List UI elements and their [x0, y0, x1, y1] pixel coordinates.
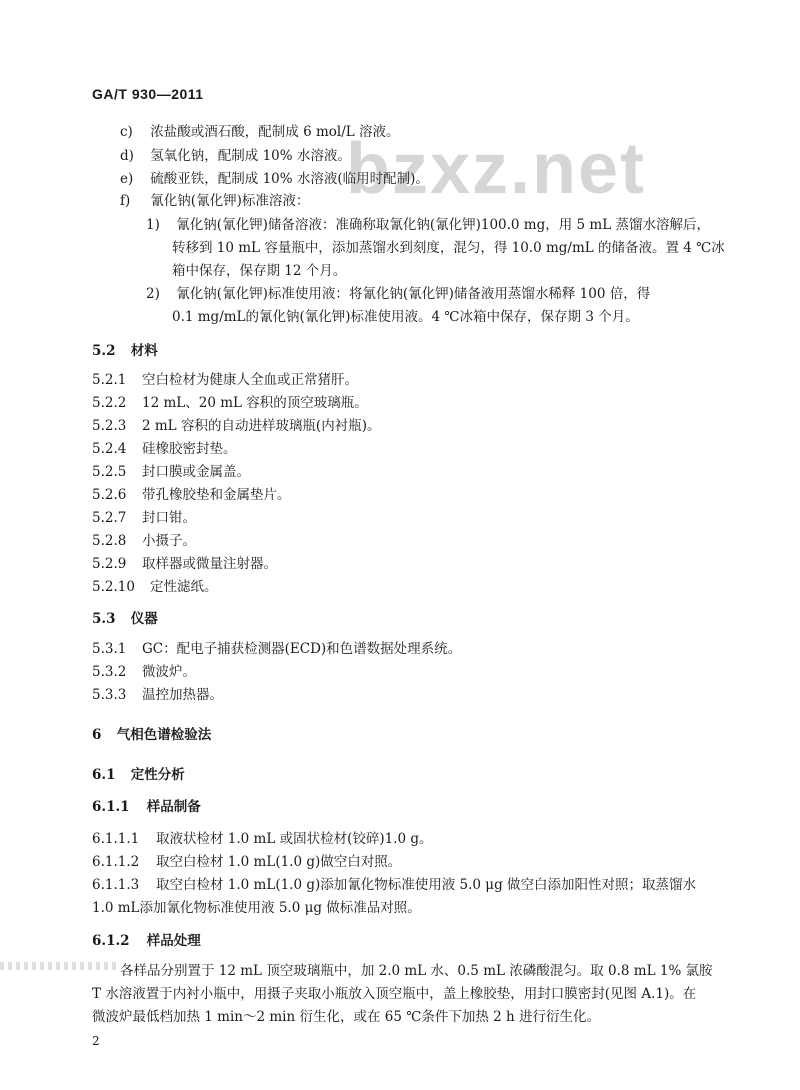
list-item — [92, 394, 368, 412]
item-text: 温控加热器。 — [142, 687, 223, 703]
item-number: 6.1.1.2 — [92, 854, 140, 870]
chapter-number: 6 — [92, 727, 102, 743]
item-number: 6.1.1.3 — [92, 877, 140, 893]
item-text: 定性滤纸。 — [150, 579, 218, 595]
item-text: 封口膜或金属盖。 — [142, 464, 250, 480]
item-number: 5.2.2 — [92, 395, 127, 411]
sub-item-label: 2) — [146, 286, 160, 302]
item-number: 5.2.10 — [92, 579, 135, 595]
reagent-text: 氰化钠(氰化钾)标准溶液： — [150, 193, 310, 209]
stock-solution-item — [146, 216, 710, 234]
section-title: 仪器 — [130, 611, 158, 627]
working-solution-line-2: 0.1 mg/mL的氰化钠(氰化钾)标准使用液。4 ℃冰箱中保存，保存期 3 个月。 — [172, 309, 639, 325]
item-text: 12 mL、20 mL 容积的顶空玻璃瓶。 — [142, 395, 368, 411]
page-number: 2 — [92, 1034, 100, 1048]
section-number: 6.1.1 — [92, 799, 130, 815]
item-number: 5.2.8 — [92, 533, 127, 549]
section-title: 定性分析 — [130, 767, 185, 783]
list-item — [92, 371, 358, 389]
reagent-label: c) — [120, 124, 133, 140]
working-solution-item — [146, 285, 650, 303]
reagent-item-d — [120, 147, 351, 165]
reagent-text: 浓盐酸或酒石酸，配制成 6 mol/L 溶液。 — [150, 124, 400, 140]
list-item — [92, 640, 461, 658]
section-heading-sample-treatment — [92, 932, 201, 950]
section-title: 材料 — [130, 343, 158, 359]
section-heading-instruments — [92, 610, 158, 628]
sub-item-label: 1) — [146, 217, 160, 233]
standard-number-header: GA/T 930—2011 — [92, 86, 204, 102]
list-item — [92, 440, 237, 458]
section-title: 样品制备 — [146, 799, 201, 815]
working-solution-line-1: 氰化钠(氰化钾)标准使用液：将氰化钠(氰化钾)储备液用蒸馏水稀释 100 倍，得 — [176, 286, 651, 302]
item-number: 5.3.3 — [92, 687, 127, 703]
item-text: 微波炉。 — [142, 664, 196, 680]
item-text: 取样器或微量注射器。 — [142, 556, 277, 572]
item-number: 5.2.6 — [92, 487, 127, 503]
item-text: 封口钳。 — [142, 510, 196, 526]
item-text: 空白检材为健康人全血或正常猪肝。 — [142, 372, 358, 388]
reagent-label: d) — [120, 148, 134, 164]
item-text: 取空白检材 1.0 mL(1.0 g)做空白对照。 — [156, 854, 402, 870]
list-item — [92, 578, 218, 596]
item-text-line-1: 取空白检材 1.0 mL(1.0 g)添加氰化物标准使用液 5.0 μg 做空白添加阳性对照；取蒸馏水 — [156, 877, 697, 893]
prep-item-2 — [92, 853, 401, 871]
stock-solution-line-2: 转移到 10 mL 容量瓶中，添加蒸馏水到刻度，混匀，得 10.0 mg/mL 的储备液。置 4 ℃冰 — [172, 240, 725, 256]
stock-solution-line-1: 氰化钠(氰化钾)储备溶液：准确称取氰化钠(氰化钾)100.0 mg，用 5 mL 蒸馏水溶解后， — [176, 217, 710, 233]
section-number: 6.1 — [92, 767, 116, 783]
section-title: 样品处理 — [146, 933, 201, 949]
reagent-label: e) — [120, 171, 134, 187]
item-text: 带孔橡胶垫和金属垫片。 — [142, 487, 291, 503]
treatment-line-2: T 水溶液置于内衬小瓶中，用摄子夹取小瓶放入顶空瓶中，盖上橡胶垫，用封口膜密封(见图 A.1)。在 — [92, 986, 697, 1002]
reagent-text: 氢氧化钠，配制成 10% 水溶液。 — [150, 148, 351, 164]
list-item — [92, 417, 380, 435]
item-number: 5.2.3 — [92, 418, 127, 434]
item-text: 硅橡胶密封垫。 — [142, 441, 237, 457]
section-heading-materials — [92, 342, 158, 360]
treatment-line-3: 微波炉最低档加热 1 min～2 min 衍生化，或在 65 ℃条件下加热 2 h 进行衍生化。 — [92, 1009, 600, 1025]
reagent-text: 硫酸亚铁，配制成 10% 水溶液(临用时配制)。 — [150, 171, 429, 187]
item-number: 5.3.2 — [92, 664, 127, 680]
list-item — [92, 663, 196, 681]
chapter-title: 气相色谱检验法 — [116, 727, 212, 743]
list-item — [92, 509, 196, 527]
section-number: 6.1.2 — [92, 933, 130, 949]
prep-item-3-line-2: 1.0 mL添加氰化物标准使用液 5.0 μg 做标准品对照。 — [92, 900, 421, 916]
item-number: 5.3.1 — [92, 641, 127, 657]
list-item — [92, 532, 196, 550]
item-number: 6.1.1.1 — [92, 831, 140, 847]
prep-item-1 — [92, 830, 433, 848]
reagent-label: f) — [120, 193, 131, 209]
section-heading-sample-prep — [92, 798, 201, 816]
item-text: GC：配电子捕获检测器(ECD)和色谱数据处理系统。 — [142, 641, 462, 657]
chapter-heading-gc-method — [92, 726, 211, 744]
list-item — [92, 486, 291, 504]
prep-item-3 — [92, 876, 696, 894]
item-text: 2 mL 容积的自动进样玻璃瓶(内衬瓶)。 — [142, 418, 381, 434]
item-text: 取液状检材 1.0 mL 或固状检材(铰碎)1.0 g。 — [156, 831, 433, 847]
reagent-item-e — [120, 170, 429, 188]
scan-artifact — [0, 962, 120, 970]
list-item — [92, 686, 223, 704]
list-item — [92, 463, 250, 481]
reagent-item-c — [120, 123, 400, 141]
list-item — [92, 555, 277, 573]
item-text: 小摄子。 — [142, 533, 196, 549]
section-heading-qualitative — [92, 766, 185, 784]
stock-solution-line-3: 箱中保存，保存期 12 个月。 — [172, 263, 347, 279]
treatment-line-1: 各样品分别置于 12 mL 顶空玻璃瓶中，加 2.0 mL 水、0.5 mL 浓磷酸混匀。取 0.8 mL 1% 氯胺 — [120, 963, 713, 979]
item-number: 5.2.4 — [92, 441, 127, 457]
section-number: 5.3 — [92, 611, 116, 627]
item-number: 5.2.7 — [92, 510, 127, 526]
watermark: bzxz.net — [346, 129, 647, 209]
item-number: 5.2.9 — [92, 556, 127, 572]
section-number: 5.2 — [92, 343, 116, 359]
item-number: 5.2.1 — [92, 372, 127, 388]
reagent-item-f — [120, 192, 309, 210]
item-number: 5.2.5 — [92, 464, 127, 480]
